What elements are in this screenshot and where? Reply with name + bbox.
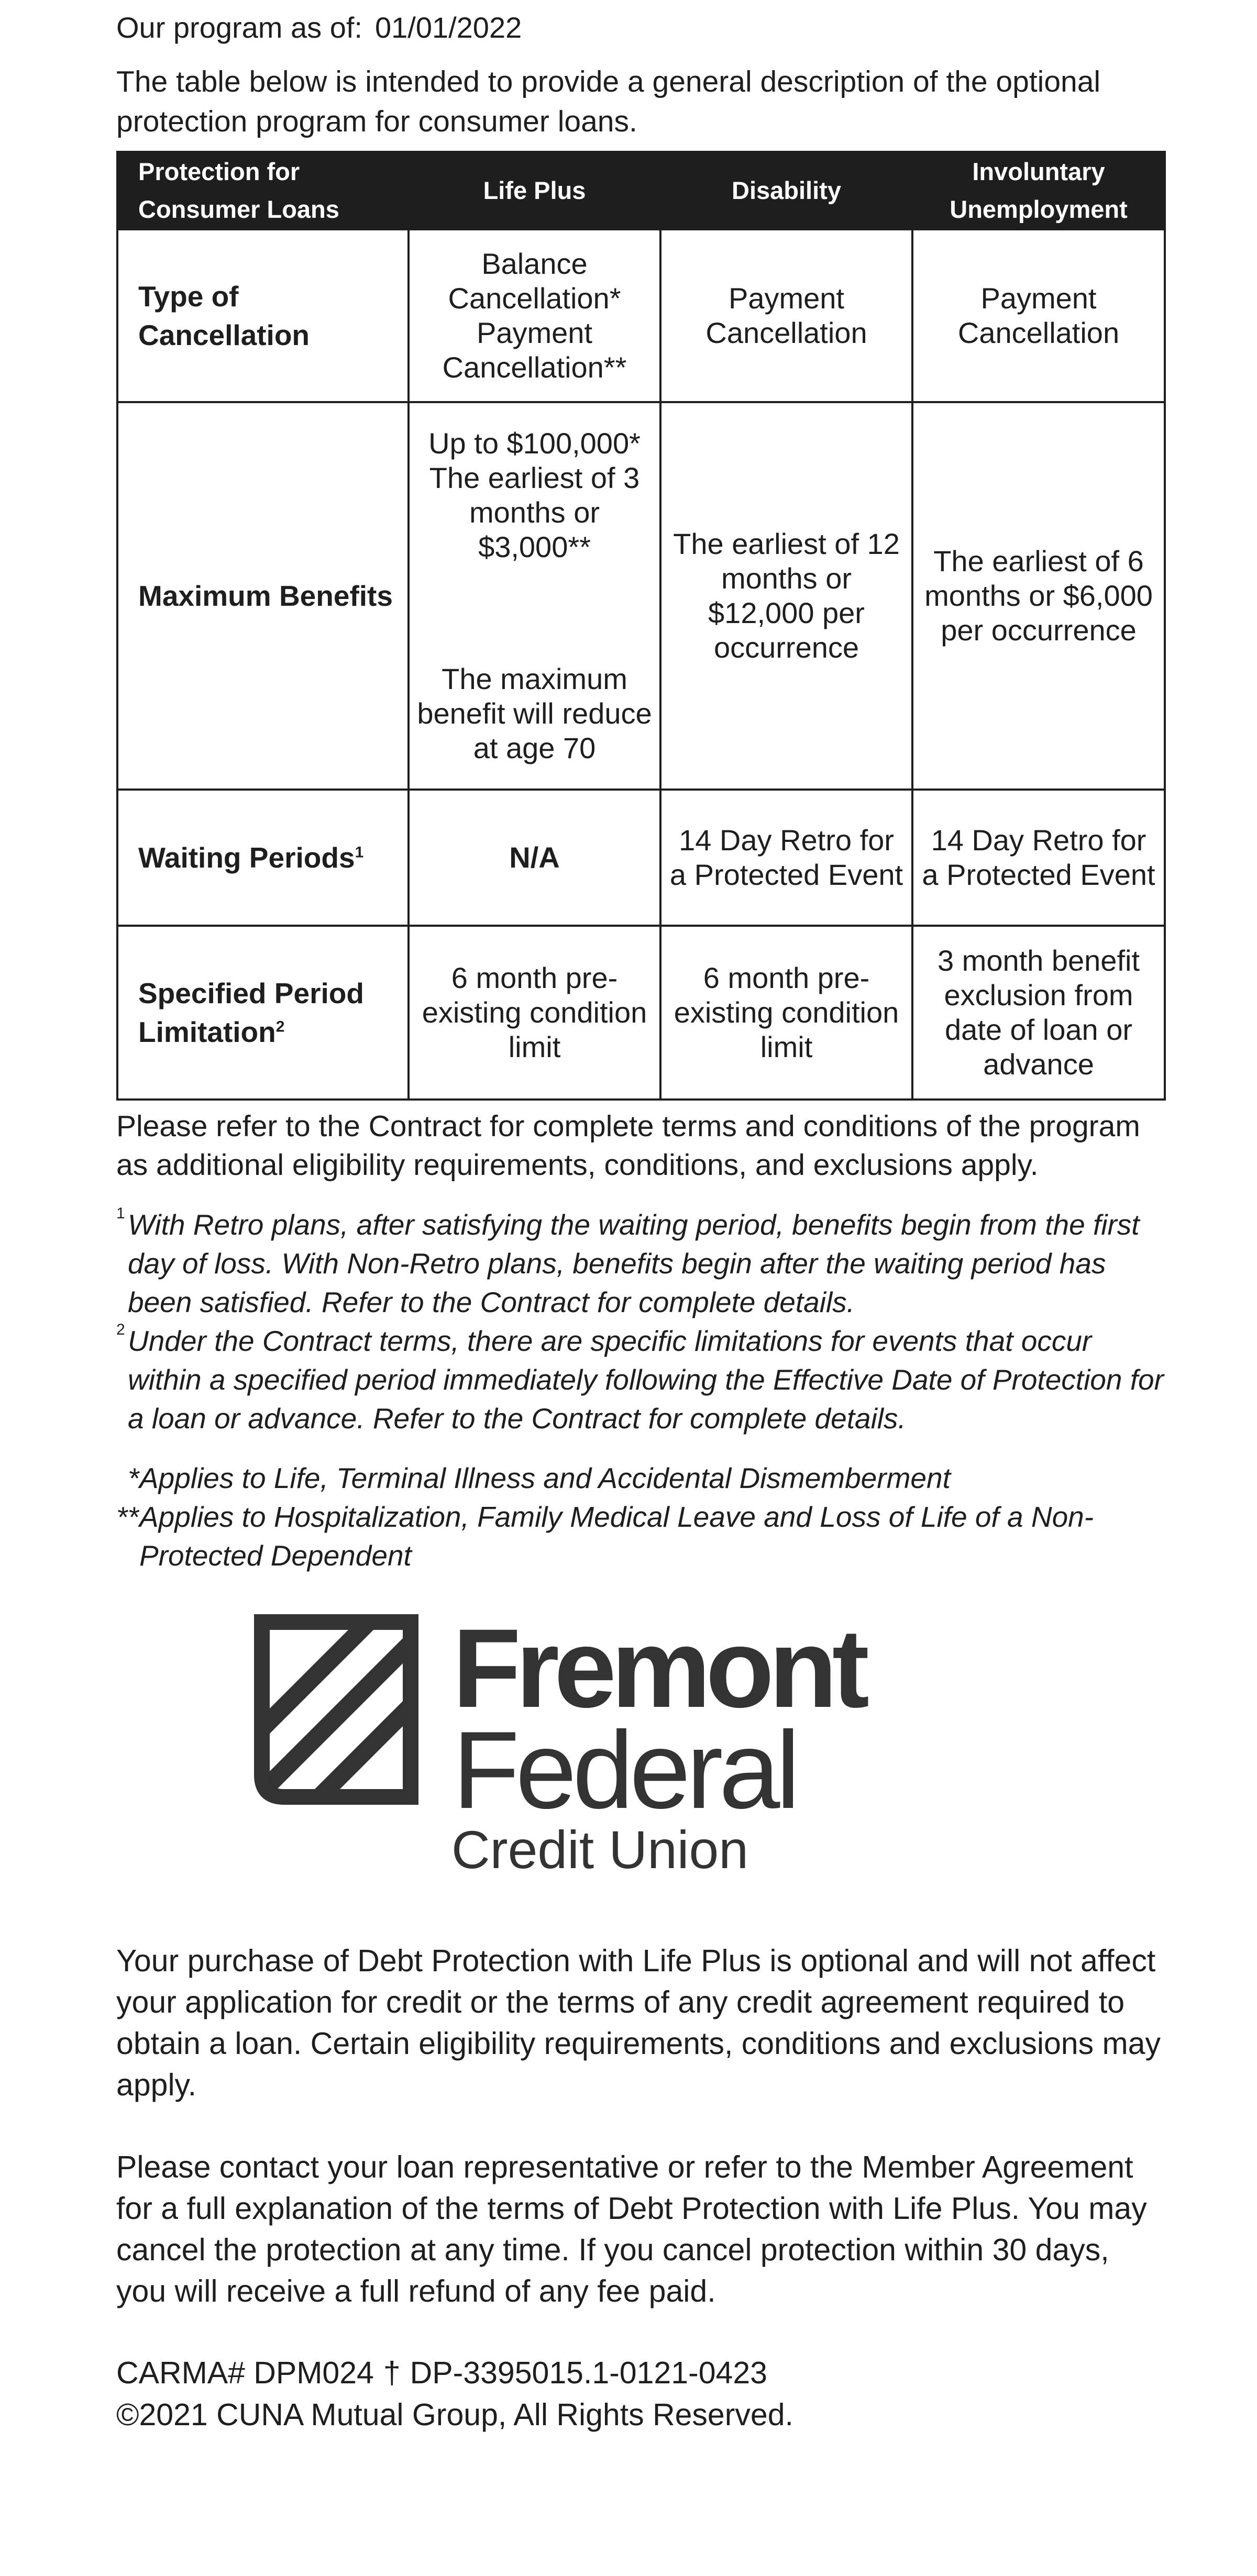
asterisk-note-text: Applies to Life, Terminal Illness and Accidental Dismemberment — [139, 1462, 951, 1494]
cell-unemployment-limitation: 3 month benefit exclusion from date of loan or advance — [912, 926, 1165, 1100]
double-asterisk-marker: ** — [116, 1501, 139, 1533]
footnote-marker: 1 — [116, 1205, 125, 1222]
life-plus-benefit-age-note: The maximum benefit will reduce at age 70 — [417, 662, 652, 764]
asterisk-note — [116, 1459, 1164, 1497]
life-plus-benefit-payment: The earliest of 3 months or $3,000** — [429, 461, 640, 563]
cell-unemployment-cancellation: Payment Cancellation — [912, 229, 1165, 402]
document-code: DP-3395015.1-0121-0423 — [410, 2356, 767, 2390]
table-row — [117, 790, 1165, 926]
carma-number: CARMA# DPM024 — [116, 2356, 374, 2390]
footnote-text: Under the Contract terms, there are specific limitations for events that occur within a specified period immediately following the Effective Date of Protection for a loan or advance. Refer to the Contract for complete details. — [128, 1325, 1164, 1435]
table-row — [117, 926, 1165, 1100]
logo-word-credit-union: Credit Union — [451, 1820, 748, 1880]
life-plus-payment-cancellation: Payment Cancellation** — [442, 316, 627, 384]
asterisk-marker: * — [128, 1462, 139, 1494]
program-date-line — [116, 9, 522, 46]
fremont-federal-logo — [252, 1606, 881, 1885]
cell-disability-waiting: 14 Day Retro for a Protected Event — [660, 790, 912, 926]
row-label-specified-period-limitation — [117, 926, 409, 1100]
optional-purchase-paragraph: Your purchase of Debt Protection with Life Plus is optional and will not affect your application for credit or the terms of any credit agreement required to obtain a loan. Certain eligibility requirements, conditions and exclusions may apply. — [116, 1944, 1161, 2102]
protection-program-table — [116, 151, 1166, 1101]
table-header-row — [117, 152, 1165, 229]
logo-word-federal: Federal — [453, 1708, 797, 1831]
row-label-maximum-benefits: Maximum Benefits — [117, 402, 409, 790]
cell-life-plus-limitation: 6 month pre-existing condition limit — [409, 926, 660, 1100]
cell-unemployment-benefits: The earliest of 6 months or $6,000 per occurrence — [912, 402, 1165, 790]
footnote-item — [116, 1205, 1164, 1322]
fremont-federal-logo-mark-icon — [252, 1613, 441, 1806]
cell-spacer — [417, 564, 652, 662]
footnotes — [116, 1205, 1164, 1438]
footnote-marker: 2 — [116, 1321, 125, 1338]
header-involuntary-unemployment: Involuntary Unemployment — [912, 152, 1165, 229]
contact-representative-paragraph: Please contact your loan representative or refer to the Member Agreement for a full explanation of the terms of Debt Protection with Life Plus. You may cancel the protection at any time. If you cancel protection within 30 days, you will receive a full refund of any fee paid. — [116, 2150, 1147, 2308]
intro-text: The table below is intended to provide a general description of the optional protection program for consumer loans. — [116, 65, 1101, 138]
asterisk-note-text: Applies to Hospitalization, Family Medical Leave and Loss of Life of a Non-Protected Dependent — [139, 1501, 1094, 1572]
footnote-text: With Retro plans, after satisfying the waiting period, benefits begin from the first day of loss. With Non-Retro plans, benefits begin after the waiting period has been satisfied. Refer to the Contract for complete details. — [128, 1208, 1140, 1318]
asterisk-notes — [116, 1459, 1164, 1575]
life-plus-balance-cancellation: Balance Cancellation* — [448, 247, 621, 315]
header-disability: Disability — [660, 152, 912, 229]
as-of-label: Our program as of: — [116, 11, 362, 44]
table-row — [117, 229, 1165, 402]
life-plus-benefit-cap: Up to $100,000* — [428, 427, 641, 460]
specified-period-label: Specified Period Limitation — [138, 977, 364, 1048]
table-row — [117, 402, 1165, 790]
footnote-marker-1: 1 — [355, 843, 364, 861]
header-protection-for-consumer-loans: Protection for Consumer Loans — [117, 152, 409, 229]
row-label-waiting-periods — [117, 790, 409, 926]
cell-disability-cancellation: Payment Cancellation — [660, 229, 912, 402]
footnote-marker-2: 2 — [275, 1018, 285, 1036]
cell-life-plus-cancellation — [409, 229, 660, 402]
refer-to-contract-text: Please refer to the Contract for complete terms and conditions of the program as additional eligibility requirements, conditions, and exclusions apply. — [116, 1109, 1140, 1182]
cell-life-plus-benefits — [409, 402, 660, 790]
cell-unemployment-waiting: 14 Day Retro for a Protected Event — [912, 790, 1165, 926]
cell-disability-benefits: The earliest of 12 months or $12,000 per occurrence — [660, 402, 912, 790]
copyright-line: ©2021 CUNA Mutual Group, All Rights Reserved. — [116, 2397, 793, 2432]
waiting-periods-label: Waiting Periods — [138, 841, 355, 874]
carma-line — [116, 2352, 1164, 2394]
logo-word-fremont: Fremont — [453, 1606, 864, 1731]
as-of-date: 01/01/2022 — [374, 11, 522, 44]
cell-disability-limitation: 6 month pre-existing condition limit — [660, 926, 912, 1100]
asterisk-note — [116, 1497, 1164, 1575]
row-label-type-of-cancellation: Type of Cancellation — [117, 229, 409, 402]
footnote-item — [116, 1322, 1164, 1438]
header-life-plus: Life Plus — [409, 152, 660, 229]
dagger-symbol: † — [383, 2356, 401, 2390]
legal-footer — [116, 2352, 1164, 2436]
cell-life-plus-waiting: N/A — [409, 790, 660, 926]
